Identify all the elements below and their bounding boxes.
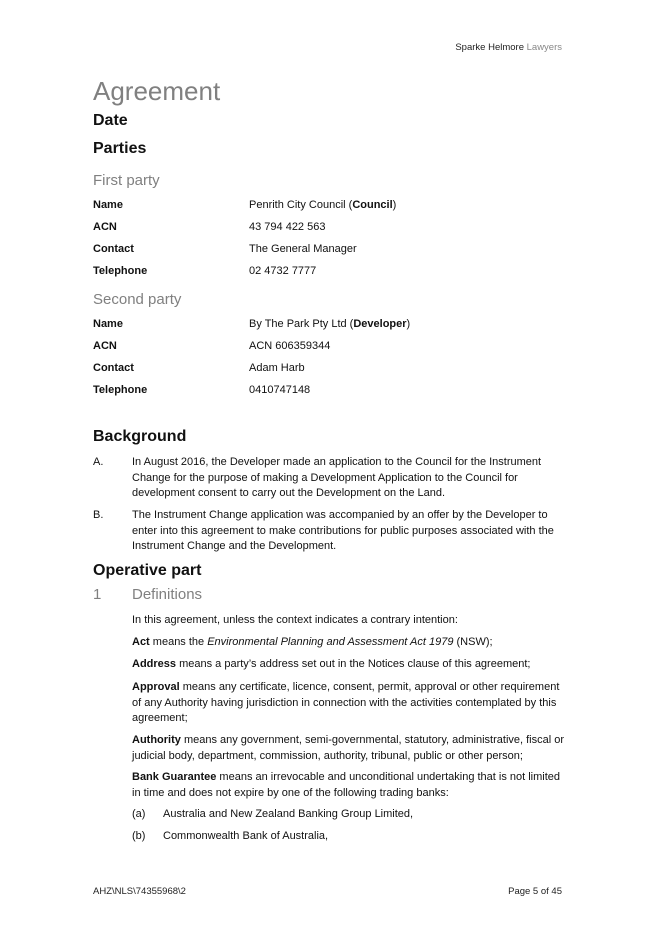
- list-text: Australia and New Zealand Banking Group Limited,: [163, 808, 414, 820]
- row-value: ACN 606359344: [249, 340, 331, 352]
- list-text: Commonwealth Bank of Australia,: [163, 830, 329, 842]
- list-marker: (b): [132, 830, 146, 842]
- document-title: Agreement: [93, 76, 221, 106]
- row-value: 0410747148: [249, 384, 311, 396]
- background-item-b: [93, 508, 563, 555]
- row-label: Contact: [93, 243, 134, 255]
- document-reference: AHZ\NLS\74355968\2: [93, 886, 186, 897]
- second-party-title: Second party: [93, 291, 182, 308]
- row-label: Telephone: [93, 265, 148, 277]
- list-marker: (a): [132, 808, 146, 820]
- firm-name: Sparke Helmore: [455, 42, 524, 53]
- row-label: Telephone: [93, 384, 148, 396]
- row-label: ACN: [93, 340, 117, 352]
- item-marker: A.: [93, 456, 104, 468]
- row-label: Contact: [93, 362, 134, 374]
- page-number: Page 5 of 45: [508, 886, 562, 897]
- definition-authority: Authority means any government, semi-governmental, statutory, administrative, fiscal or judicial body, department, commission, authority, tribunal, public or other person;: [132, 734, 565, 762]
- bank-list-item-b: [132, 830, 564, 842]
- page-header: [455, 42, 562, 53]
- date-heading: Date: [93, 112, 128, 129]
- definition-bank-guarantee: Bank Guarantee means an irrevocable and unconditional undertaking that is not limited in time and does not expire by one of the following trading banks:: [132, 771, 561, 799]
- row-value: 02 4732 7777: [249, 265, 317, 277]
- row-label: Name: [93, 199, 123, 211]
- definition-act: Act means the Environmental Planning and Assessment Act 1979 (NSW);: [132, 636, 493, 648]
- background-heading: Background: [93, 428, 187, 445]
- row-value: The General Manager: [249, 243, 357, 255]
- parties-heading: Parties: [93, 140, 147, 157]
- definitions-intro: In this agreement, unless the context indicates a contrary intention:: [132, 614, 458, 626]
- firm-suffix: Lawyers: [526, 42, 562, 53]
- item-text: In August 2016, the Developer made an application to the Council for the Instrument Change for the purpose of making a Development Application to the Council for development consent to carry out the Development on the Land.: [132, 456, 542, 499]
- row-value: Adam Harb: [249, 362, 305, 374]
- definition-approval: Approval means any certificate, licence, consent, permit, approval or other requirement of any Authority having jurisdiction in connection with the activities contemplated by this agreement;: [132, 681, 560, 724]
- section-heading: [93, 586, 202, 603]
- row-value: By The Park Pty Ltd (Developer): [249, 318, 411, 330]
- first-party-title: First party: [93, 172, 160, 189]
- row-label: ACN: [93, 221, 117, 233]
- item-marker: B.: [93, 509, 104, 521]
- background-item-a: [93, 455, 563, 502]
- row-label: Name: [93, 318, 123, 330]
- row-value: Penrith City Council (Council): [249, 199, 397, 211]
- bank-list-item-a: [132, 808, 564, 820]
- item-text: The Instrument Change application was accompanied by an offer by the Developer to enter into this agreement to make contributions for public purposes associated with the Instrument Change and the Development.: [132, 509, 554, 552]
- operative-heading: Operative part: [93, 562, 202, 579]
- definition-address: Address means a party’s address set out in the Notices clause of this agreement;: [132, 658, 531, 670]
- section-number: 1: [93, 586, 102, 603]
- row-value: 43 794 422 563: [249, 221, 326, 233]
- section-title: Definitions: [132, 586, 203, 603]
